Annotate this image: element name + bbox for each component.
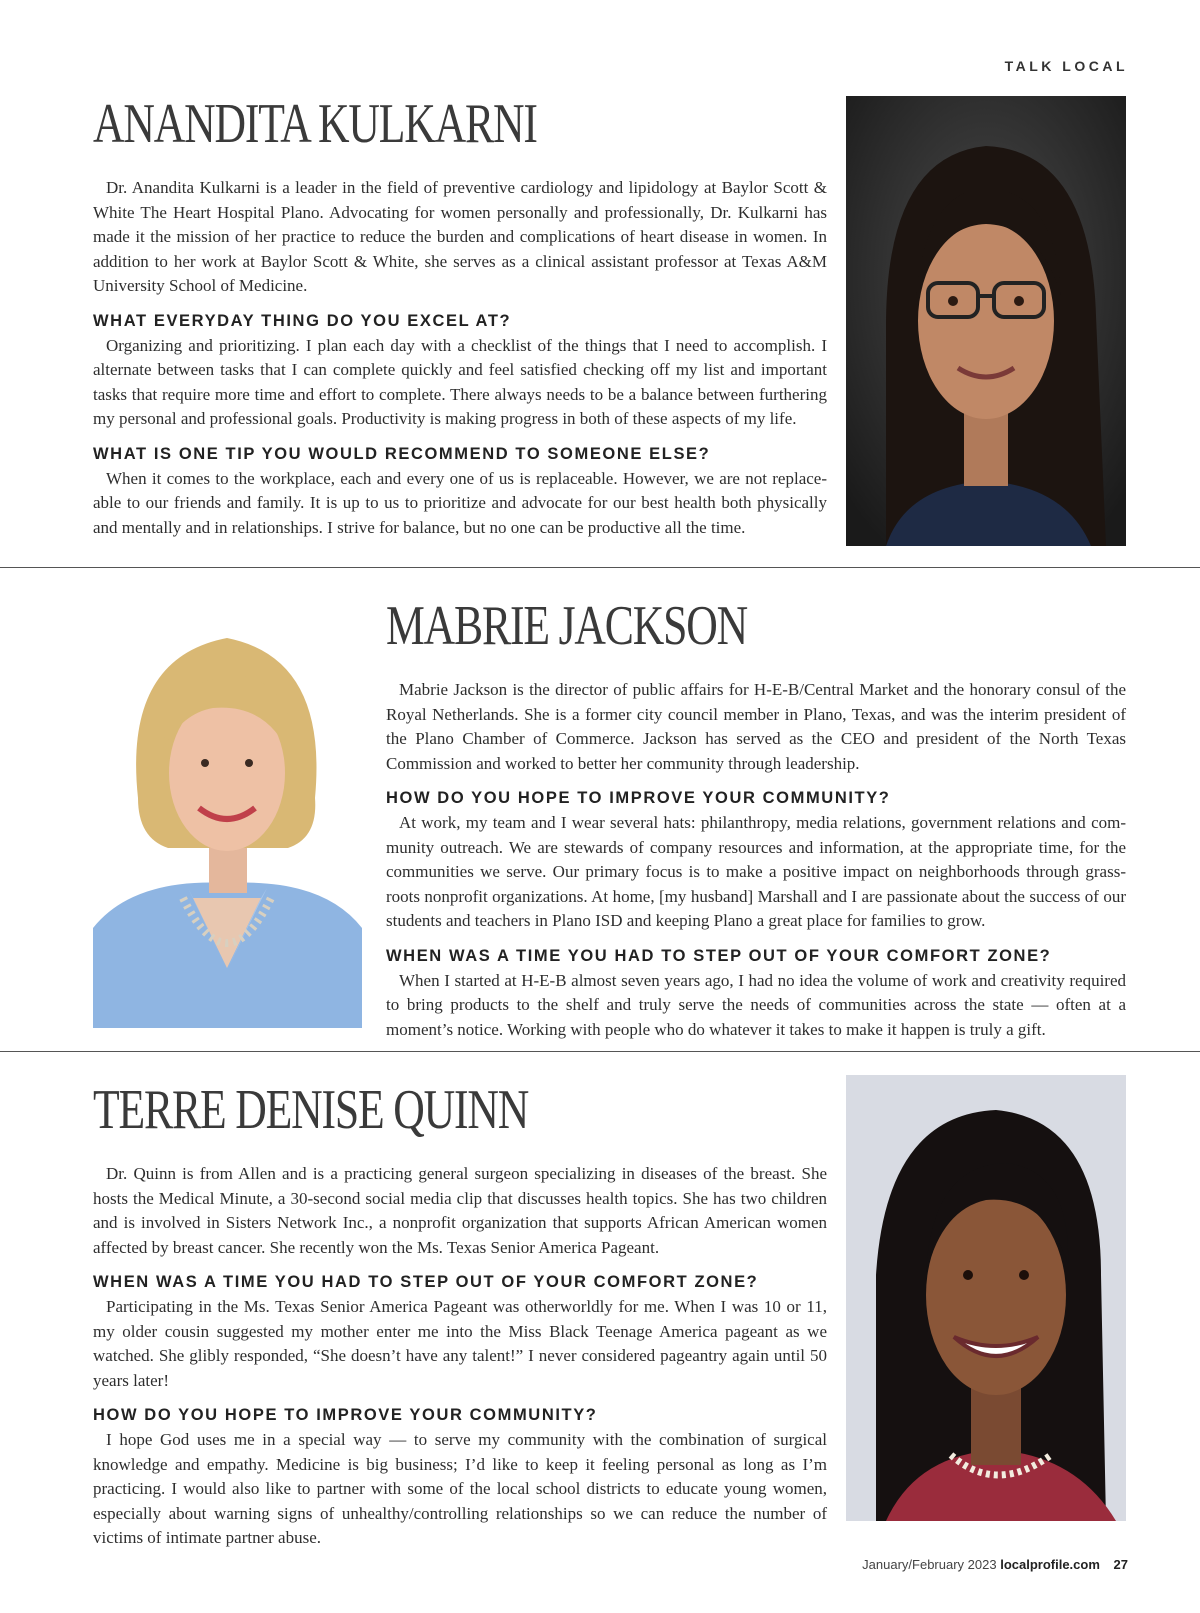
page-number: 27	[1113, 1557, 1128, 1572]
portrait-photo-kulkarni	[846, 96, 1126, 546]
question-heading: HOW DO YOU HOPE TO IMPROVE YOUR COMMUNITY?	[93, 1406, 598, 1424]
portrait-photo-quinn	[846, 1075, 1126, 1521]
section-divider	[0, 567, 1200, 568]
portrait-photo-jackson	[93, 598, 362, 1028]
section-tag: TALK LOCAL	[1004, 58, 1128, 74]
answer-text: At work, my team and I wear several hats: philanthropy, media relations, government relations and com-munity outreach. We are stewards of company resources and information, at the appropriate time, for the communities we serve. Our primary focus is to make a positive impact on neighborhoods through grass-roots nonprofit organizations. At home, [my husband] Marshall and I are passionate about the success of our students and teachers in Plano ISD and keeping Plano a great place for families to grow.	[386, 813, 1126, 930]
section-divider	[0, 1051, 1200, 1052]
profile-bio: Dr. Quinn is from Allen and is a practicing general surgeon specializing in diseases of the breast. She hosts the Medical Minute, a 30-second social media clip that discusses health topics. She has two children and is involved in Sisters Network Inc., a nonprofit organization that supports African American women affected by breast cancer. She recently won the Ms. Texas Senior America Pageant.	[93, 1164, 827, 1257]
answer-text: Organizing and prioritizing. I plan each day with a checklist of the things that I need to accomplish. I alternate between tasks that I can complete quickly and feel satisfied checking off my list and important tasks that require more time and effort to complete. There always needs to be a balance between furthering my personal and professional goals. Productivity is making progress in both of these aspects of my life.	[93, 335, 827, 428]
profile-name: TERRE DENISE QUINN	[93, 1079, 529, 1141]
issue-date: January/February 2023	[862, 1557, 997, 1572]
question-heading: WHEN WAS A TIME YOU HAD TO STEP OUT OF YOUR COMFORT ZONE?	[93, 1273, 759, 1291]
profile-quinn	[93, 1079, 827, 1551]
question-heading: WHEN WAS A TIME YOU HAD TO STEP OUT OF YOUR COMFORT ZONE?	[386, 946, 1052, 965]
profile-bio: Mabrie Jackson is the director of public affairs for H-E-B/Central Market and the honorary consul of the Royal Netherlands. She is a former city council member in Plano, Texas, and was the interim president of the Plano Chamber of Commerce. Jackson has served as the CEO and president of the North Texas Commission and worked to better her community through leadership.	[386, 680, 1126, 773]
answer-text: When it comes to the workplace, each and every one of us is replaceable. However, we are not replace-able to our friends and family. It is up to us to prioritize and advocate for our best health both physically and mentally and in relationships. I strive for balance, but no one can be productive all the time.	[93, 468, 827, 537]
question-heading: HOW DO YOU HOPE TO IMPROVE YOUR COMMUNITY?	[386, 789, 891, 807]
page-footer	[862, 1557, 1128, 1572]
profile-jackson	[386, 595, 1126, 1042]
profile-name: ANANDITA KULKARNI	[93, 93, 537, 155]
answer-text: When I started at H-E-B almost seven years ago, I had no idea the volume of work and creativity required to bring products to the shelf and truly serve the needs of communities across the state — often at a moment’s notice. Working with people who do whatever it takes to make it happen is truly a gift.	[386, 970, 1126, 1039]
profile-kulkarni	[93, 93, 827, 540]
site-link[interactable]: localprofile.com	[1000, 1557, 1100, 1572]
answer-text: Participating in the Ms. Texas Senior America Pageant was otherworldly for me. When I was 10 or 11, my older cousin suggested my mother enter me into the Miss Black Teenage America pageant as we watched. She glibly responded, “She doesn’t have any talent!” I never considered pageantry again until 50 years later!	[93, 1297, 827, 1390]
question-heading: WHAT IS ONE TIP YOU WOULD RECOMMEND TO SOMEONE ELSE?	[93, 444, 711, 463]
profile-name: MABRIE JACKSON	[386, 595, 748, 657]
answer-text: I hope God uses me in a special way — to serve my community with the combination of surgical knowledge and empathy. Medicine is big business; I’d like to keep it feeling personal as long as I’m practicing. I would also like to partner with some of the local school districts to educate young women, especially about warning signs of unhealthy/controlling relationships so we can reduce the number of victims of intimate partner abuse.	[93, 1430, 827, 1547]
profile-bio: Dr. Anandita Kulkarni is a leader in the field of preventive cardiology and lipidology at Baylor Scott & White The Heart Hospital Plano. Advocating for women personally and professionally, Dr. Kulkarni has made it the mission of her practice to reduce the burden and complications of heart disease in women. In addition to her work at Baylor Scott & White, she serves as a clinical assistant professor at Texas A&M University School of Medicine.	[93, 178, 827, 295]
question-heading: WHAT EVERYDAY THING DO YOU EXCEL AT?	[93, 311, 512, 330]
